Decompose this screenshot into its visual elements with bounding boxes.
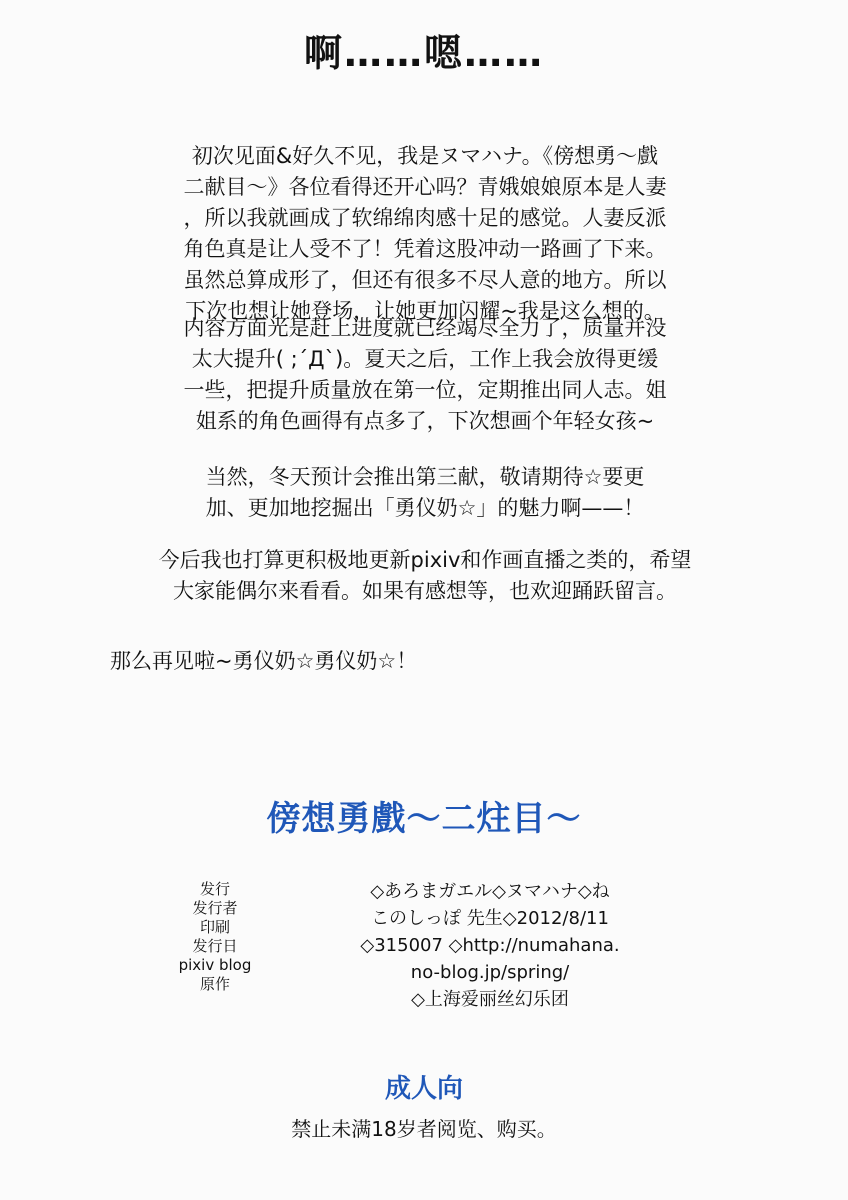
colophon-label-date: 发行日 (192, 937, 238, 955)
colophon-value-line: no-blog.jp/spring/ (410, 962, 570, 983)
age-warning: 禁止未满18岁者阅览、购买。 (291, 1117, 557, 1141)
colophon-value-line: ◇上海爱丽丝幻乐团 (411, 989, 569, 1010)
colophon-labels (160, 880, 270, 994)
page-title: 啊……嗯…… (303, 31, 544, 75)
colophon-label-issuer: 发行者 (192, 899, 238, 917)
afterword-paragraph-5: 那么再见啦~勇仪奶☆勇仪奶☆！ (110, 649, 418, 673)
colophon-label-blog: pixiv blog (178, 956, 252, 974)
book-title: 傍想勇戲～二炷目～ (266, 799, 582, 839)
rating-badge: 成人向 (384, 1074, 463, 1104)
afterword-paragraph-2: 内容方面光是赶上进度就已经竭尽全力了，质量并没 太大提升( ;´Д`)。夏天之后，工作上我会放得更缓 一些，把提升质量放在第一位，定期推出同人志。姐 姐系的角色画得有点多了，下次想画个年轻女孩~ (183, 316, 667, 433)
colophon-label-original: 原作 (199, 975, 230, 993)
colophon-label-printing: 印刷 (199, 918, 230, 936)
afterword-paragraph-1: 初次见面&好久不见，我是ヌマハナ。《傍想勇～戲 二献目～》各位看得还开心吗？青娥娘娘原本是人妻 ，所以我就画成了软绵绵肉感十足的感觉。人妻反派 角色真是让人受不了！凭着这股冲动一路画了下来。 虽然总算成形了，但还有很多不尽人意的地方。所以 下次也想让她登场，让她更加闪耀~我是这么想的。 (183, 144, 667, 323)
afterword-paragraph-4: 今后我也打算更积极地更新pixiv和作画直播之类的，希望 大家能偶尔来看看。如果有感想等，也欢迎踊跃留言。 (158, 548, 692, 603)
colophon-value-line: ◇315007 ◇http://numahana. (360, 935, 620, 956)
afterword-paragraph-3: 当然，冬天预计会推出第三献，敬请期待☆要更 加、更加地挖掘出「勇仪奶☆」的魅力啊——！ (205, 465, 645, 520)
colophon-label-publisher: 发行 (199, 880, 230, 898)
colophon-value-line: このしっぽ 先生◇2012/8/11 (371, 908, 609, 929)
colophon-values (290, 878, 690, 1013)
colophon-value-line: ◇あろまガエル◇ヌマハナ◇ね (370, 881, 610, 902)
